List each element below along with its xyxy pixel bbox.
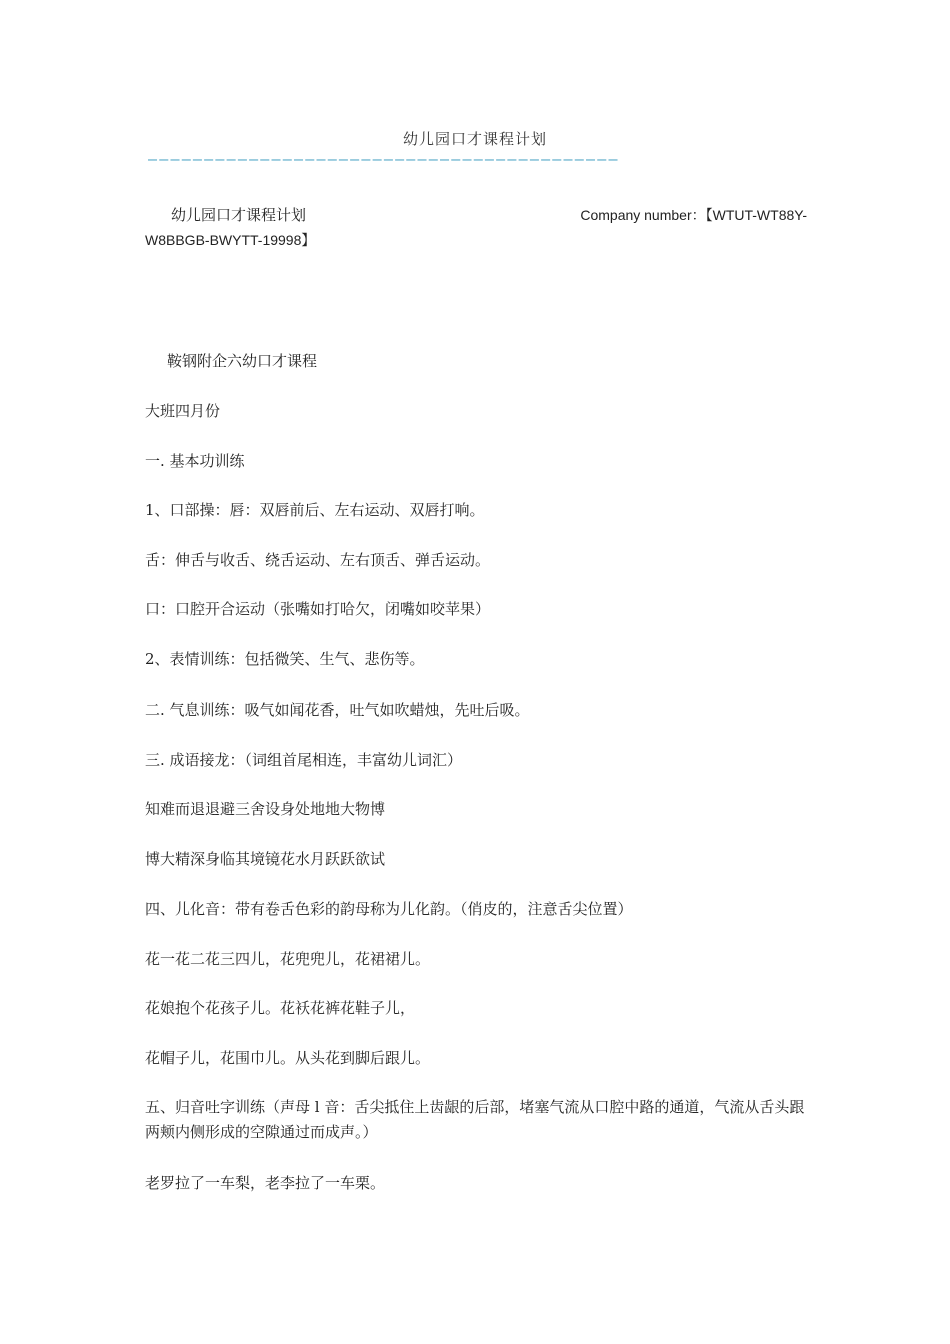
- paragraph: 博大精深身临其境镜花水月跃跃欲试: [145, 850, 386, 868]
- meta-title: 幼儿园口才课程计划: [171, 206, 307, 224]
- paragraph: 2、表情训练：包括微笑、生气、悲伤等。: [145, 650, 425, 668]
- paragraph: 花帽子儿，花围巾儿。从头花到脚后跟儿。: [145, 1049, 431, 1067]
- header-title: 幼儿园口才课程计划: [402, 130, 547, 148]
- paragraph: 知难而退退避三舍设身处地地大物博: [145, 800, 386, 818]
- section-heading: 五、归音吐字训练（声母 l 音：舌尖抵住上齿龈的后部，堵塞气流从口腔中路的通道，气流从舌头跟两颊内侧形成的空隙通过而成声。）: [145, 1098, 805, 1141]
- paragraph: 老罗拉了一车梨，老李拉了一车栗。: [145, 1174, 386, 1192]
- paragraph: 舌：伸舌与收舌、绕舌运动、左右顶舌、弹舌运动。: [145, 551, 491, 569]
- section-heading: 四、儿化音：带有卷舌色彩的韵母称为儿化韵。（俏皮的，注意舌尖位置）: [145, 900, 633, 918]
- paragraph: 花一花二花三四儿，花兜兜儿，花裙裙儿。: [145, 950, 431, 968]
- company-number-continued: W8BBGB-BWYTT-19998】: [145, 232, 316, 248]
- header-divider: ——————————————————————————————————————————: [148, 150, 620, 168]
- company-number: Company number：【WTUT-WT88Y-: [580, 207, 807, 223]
- section-heading: 二. 气息训练：吸气如闻花香，吐气如吹蜡烛，先吐后吸。: [145, 701, 530, 719]
- paragraph: 1、口部操：唇：双唇前后、左右运动、双唇打响。: [145, 501, 485, 519]
- paragraph: 口：口腔开合运动（张嘴如打哈欠，闭嘴如咬苹果）: [145, 600, 491, 618]
- section-heading: 一. 基本功训练: [145, 452, 245, 470]
- class-month: 大班四月份: [145, 402, 221, 420]
- course-title: 鞍钢附企六幼口才课程: [167, 352, 318, 370]
- section-heading: 三. 成语接龙：（词组首尾相连，丰富幼儿词汇）: [145, 751, 463, 769]
- paragraph: 花娘抱个花孩子儿。花袄花裤花鞋子儿，: [145, 999, 416, 1017]
